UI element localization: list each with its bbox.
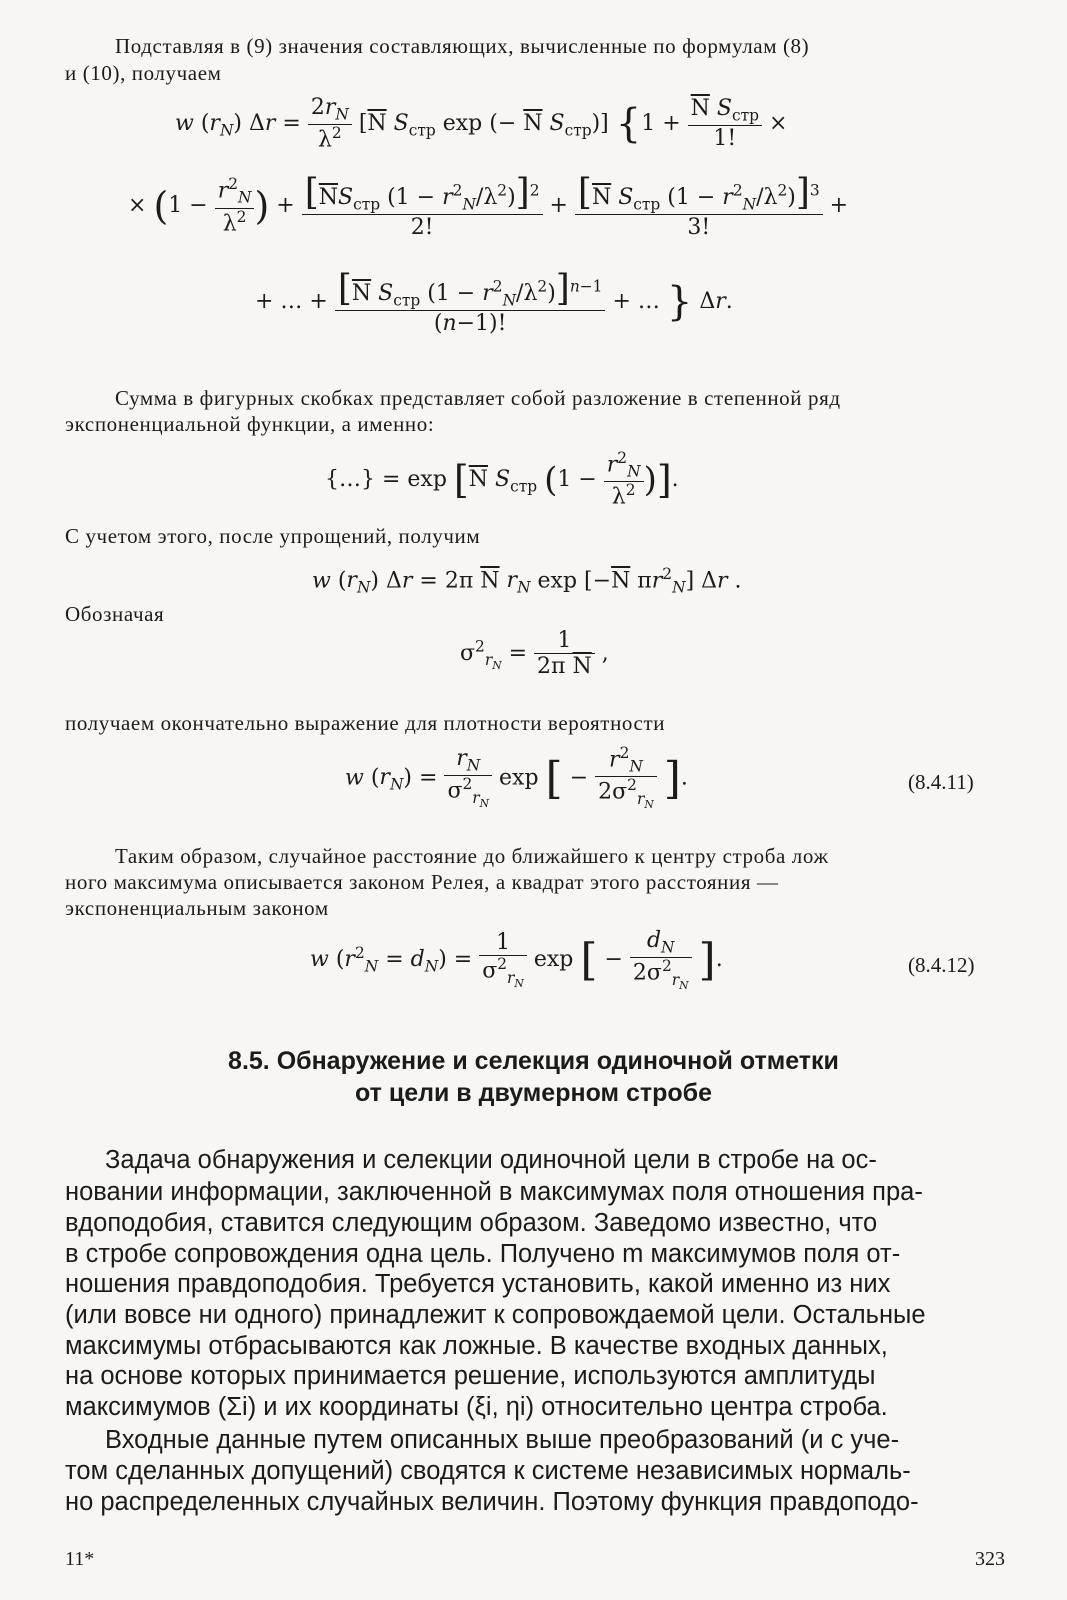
text-line: Входные данные путем описанных выше преобразований (и с уче-: [105, 1426, 900, 1454]
text-line: вдоподобия, ставится следующим образом. Заведомо известно, что: [65, 1209, 878, 1237]
page-number: 323: [975, 1548, 1005, 1570]
equation-exp-sum: {…} = $\exp [\overline{N}$ $S_{стр}$ (1 − $\frac{r^2_N}{\lambda^2}$ )].: [325, 449, 679, 510]
equation-series-line1: w $(r_N) \Delta r$ = $\frac{2r_N}{\lambda^2}$ [$\overline{N}$ $S_{стр}$ exp (− $\overline{N}$ $S_{стр}$)] {1 + $\overline{N}$ $S_{стр}$ 1! ×: [175, 95, 788, 153]
equation-number: (8.4.11): [908, 770, 974, 794]
text-line: Сумма в фигурных скобках представляет собой разложение в степенной ряд: [115, 386, 841, 410]
equation-rayleigh: w $(r_N)$ = $\frac{r_N}{\sigma^2_{r_N}}$ exp [ − $\frac{r^2_N}{2\sigma^2_{r_N}}$ ].: [345, 744, 688, 812]
text-line: новании информации, заключенной в максимумах поля отношения пра-: [65, 1178, 923, 1206]
equation-series-line2: × (1 − $\frac{r^2_N}{\lambda^2}$ ) + [$\overline{N}S_{стр}$ $(1 - r^2_N/\lambda^2)]^2$ 2! + [$\overline{N}$ $S_{стр}$ $(1 - r^2_N/\lambda^2)]^3$ 3! +: [128, 172, 849, 241]
text-line: С учетом этого, после упрощений, получим: [65, 524, 481, 548]
text-line: в стробе сопровождения одна цель. Получено m максимумов поля от-: [65, 1240, 901, 1268]
text-line: максимумов (Σi) и их координаты (ξi, ηi) относительно центра строба.: [65, 1393, 888, 1421]
text-line: ного максимума описывается законом Релея, а квадрат этого расстояния —: [65, 870, 779, 894]
text-line: экспоненциальной функции, а именно:: [65, 412, 435, 436]
equation-number: (8.4.12): [908, 953, 975, 977]
section-heading: 8.5. Обнаружение и селекция одиночной отметки: [228, 1047, 839, 1075]
text-line: Таким образом, случайное расстояние до ближайшего к центру строба лож: [115, 844, 829, 868]
equation-exponential: w $(r^2_N = d_N)$ = $\frac{1}{\sigma^2_{r_N}}$ exp [ − $\frac{d_N}{2\sigma^2_{r_N}}$ ].: [310, 928, 723, 992]
signature-mark: 11*: [65, 1548, 95, 1570]
text-line: на основе которых принимается решение, используются амплитуды: [65, 1362, 876, 1390]
text-line: Задача обнаружения и селекции одиночной цели в стробе на ос-: [105, 1146, 877, 1174]
text-line: получаем окончательно выражение для плотности вероятности: [65, 711, 666, 735]
section-heading: от цели в двумерном стробе: [355, 1079, 712, 1107]
equation-sigma: $\sigma^2_{r_N}$ = $\frac{1}{2\pi \overline{N}}$ ,: [460, 628, 609, 680]
text-line: экспоненциальным законом: [65, 896, 329, 920]
text-line: ношения правдоподобия. Требуется установить, какой именно из них: [65, 1270, 891, 1298]
equation-series-line3: + … + [$\overline{N}$ $S_{стр}$ $(1 - r^2_N/\lambda^2)]^{n-1}$ (n−1)! + … } Δr.: [255, 268, 733, 337]
text-line: том сделанных допущений) сводятся к системе независимых нормаль-: [65, 1457, 911, 1485]
text-line: но распределенных случайных величин. Поэтому функция правдоподо-: [65, 1488, 919, 1516]
text-line: максимумы отбрасываются как ложные. В качестве входных данных,: [65, 1332, 888, 1360]
text-line: и (10), получаем: [65, 61, 222, 85]
text-line: (или вовсе ни одного) принадлежит к сопровождаемой цели. Остальные: [65, 1301, 926, 1329]
equation-simplified: w $(r_N) \Delta r = 2\pi$ $\overline{N}$ $r_N$ $\exp [-\overline{N}$ $\pi r^2_N$] Δr .: [312, 565, 742, 597]
text-line: Обозначая: [65, 602, 165, 626]
text-line: Подставляя в (9) значения составляющих, вычисленные по формулам (8): [115, 34, 810, 58]
